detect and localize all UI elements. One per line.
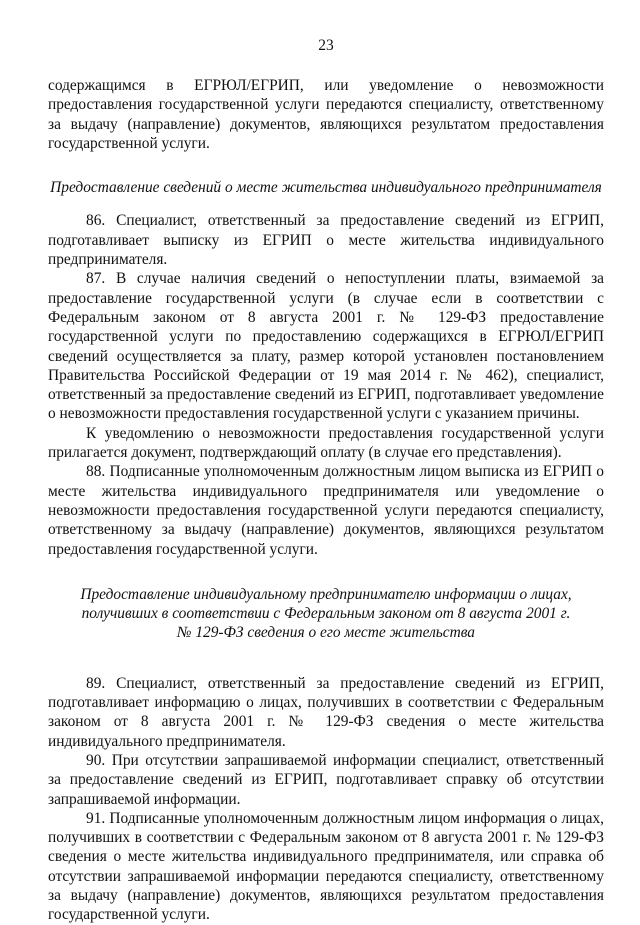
section-heading-line: № 129-ФЗ сведения о его месте жительства	[176, 624, 475, 642]
paragraph-87: 87. В случае наличия сведений о непоступлении платы, взимаемой за предоставление государственной услуги (в случае если в соответствии с Федеральным законом от 8 августа 2001 г. № 129-ФЗ предоставление государственной услуги по предоставлению содержащихся в ЕГРЮЛ/ЕГРИП сведений осуществляется за плату, размер которой установлен постановлением Правительства Российской Федерации от 19 мая 2014 г. № 462), специалист, ответственный за предоставление сведений из ЕГРИП, подготавливает уведомление о невозможности предоставления государственной услуги с указанием причины.	[48, 270, 604, 423]
section-heading-residence-info: Предоставление сведений о месте жительства индивидуального предпринимателя	[50, 179, 602, 197]
paragraph-89: 89. Специалист, ответственный за предоставление сведений из ЕГРИП, подготавливает информацию о лицах, получивших в соответствии с Федеральным законом от 8 августа 2001 г. № 129-ФЗ сведения о месте жительства индивидуального предпринимателя.	[48, 674, 604, 750]
paragraph-86: 86. Специалист, ответственный за предоставление сведений из ЕГРИП, подготавливает выписку из ЕГРИП о месте жительства индивидуального предпринимателя.	[48, 212, 604, 269]
section-heading-persons-info	[48, 585, 604, 643]
paragraph-90: 90. При отсутствии запрашиваемой информации специалист, ответственный за предоставление сведений из ЕГРИП, подготавливает справку об отсутствии запрашиваемой информации.	[48, 751, 604, 808]
paragraph-continuation: содержащимся в ЕГРЮЛ/ЕГРИП, или уведомление о невозможности предоставления государственной услуги передаются специалисту, ответственному за выдачу (направление) документов, являющихся результатом предоставления государственной услуги.	[48, 77, 604, 152]
document-body	[48, 76, 604, 925]
paragraph-87-attachment: К уведомлению о невозможности предоставления государственной услуги прилагается документ, подтверждающий оплату (в случае его представления).	[48, 424, 604, 462]
page-number: 23	[318, 37, 334, 54]
section-heading-line: получивших в соответствии с Федеральным законом от 8 августа 2001 г.	[81, 605, 571, 623]
paragraph-91: 91. Подписанные уполномоченным должностным лицом информация о лицах, получивших в соответствии с Федеральным законом от 8 августа 2001 г. № 129-ФЗ сведения о месте жительства индивидуального предпринимателя, или справка об отсутствии запрашиваемой информации передаются специалисту, ответственному за выдачу (направление) документов, являющихся результатом предоставления государственной услуги.	[48, 809, 604, 924]
paragraph-88: 88. Подписанные уполномоченным должностным лицом выписка из ЕГРИП о месте жительства индивидуального предпринимателя или уведомление о невозможности предоставления государственной услуги передаются специалисту, ответственному за выдачу (направление) документов, являющихся результатом предоставления государственной услуги.	[48, 463, 604, 558]
section-heading-line: Предоставление индивидуальному предпринимателю информации о лицах,	[80, 585, 572, 603]
